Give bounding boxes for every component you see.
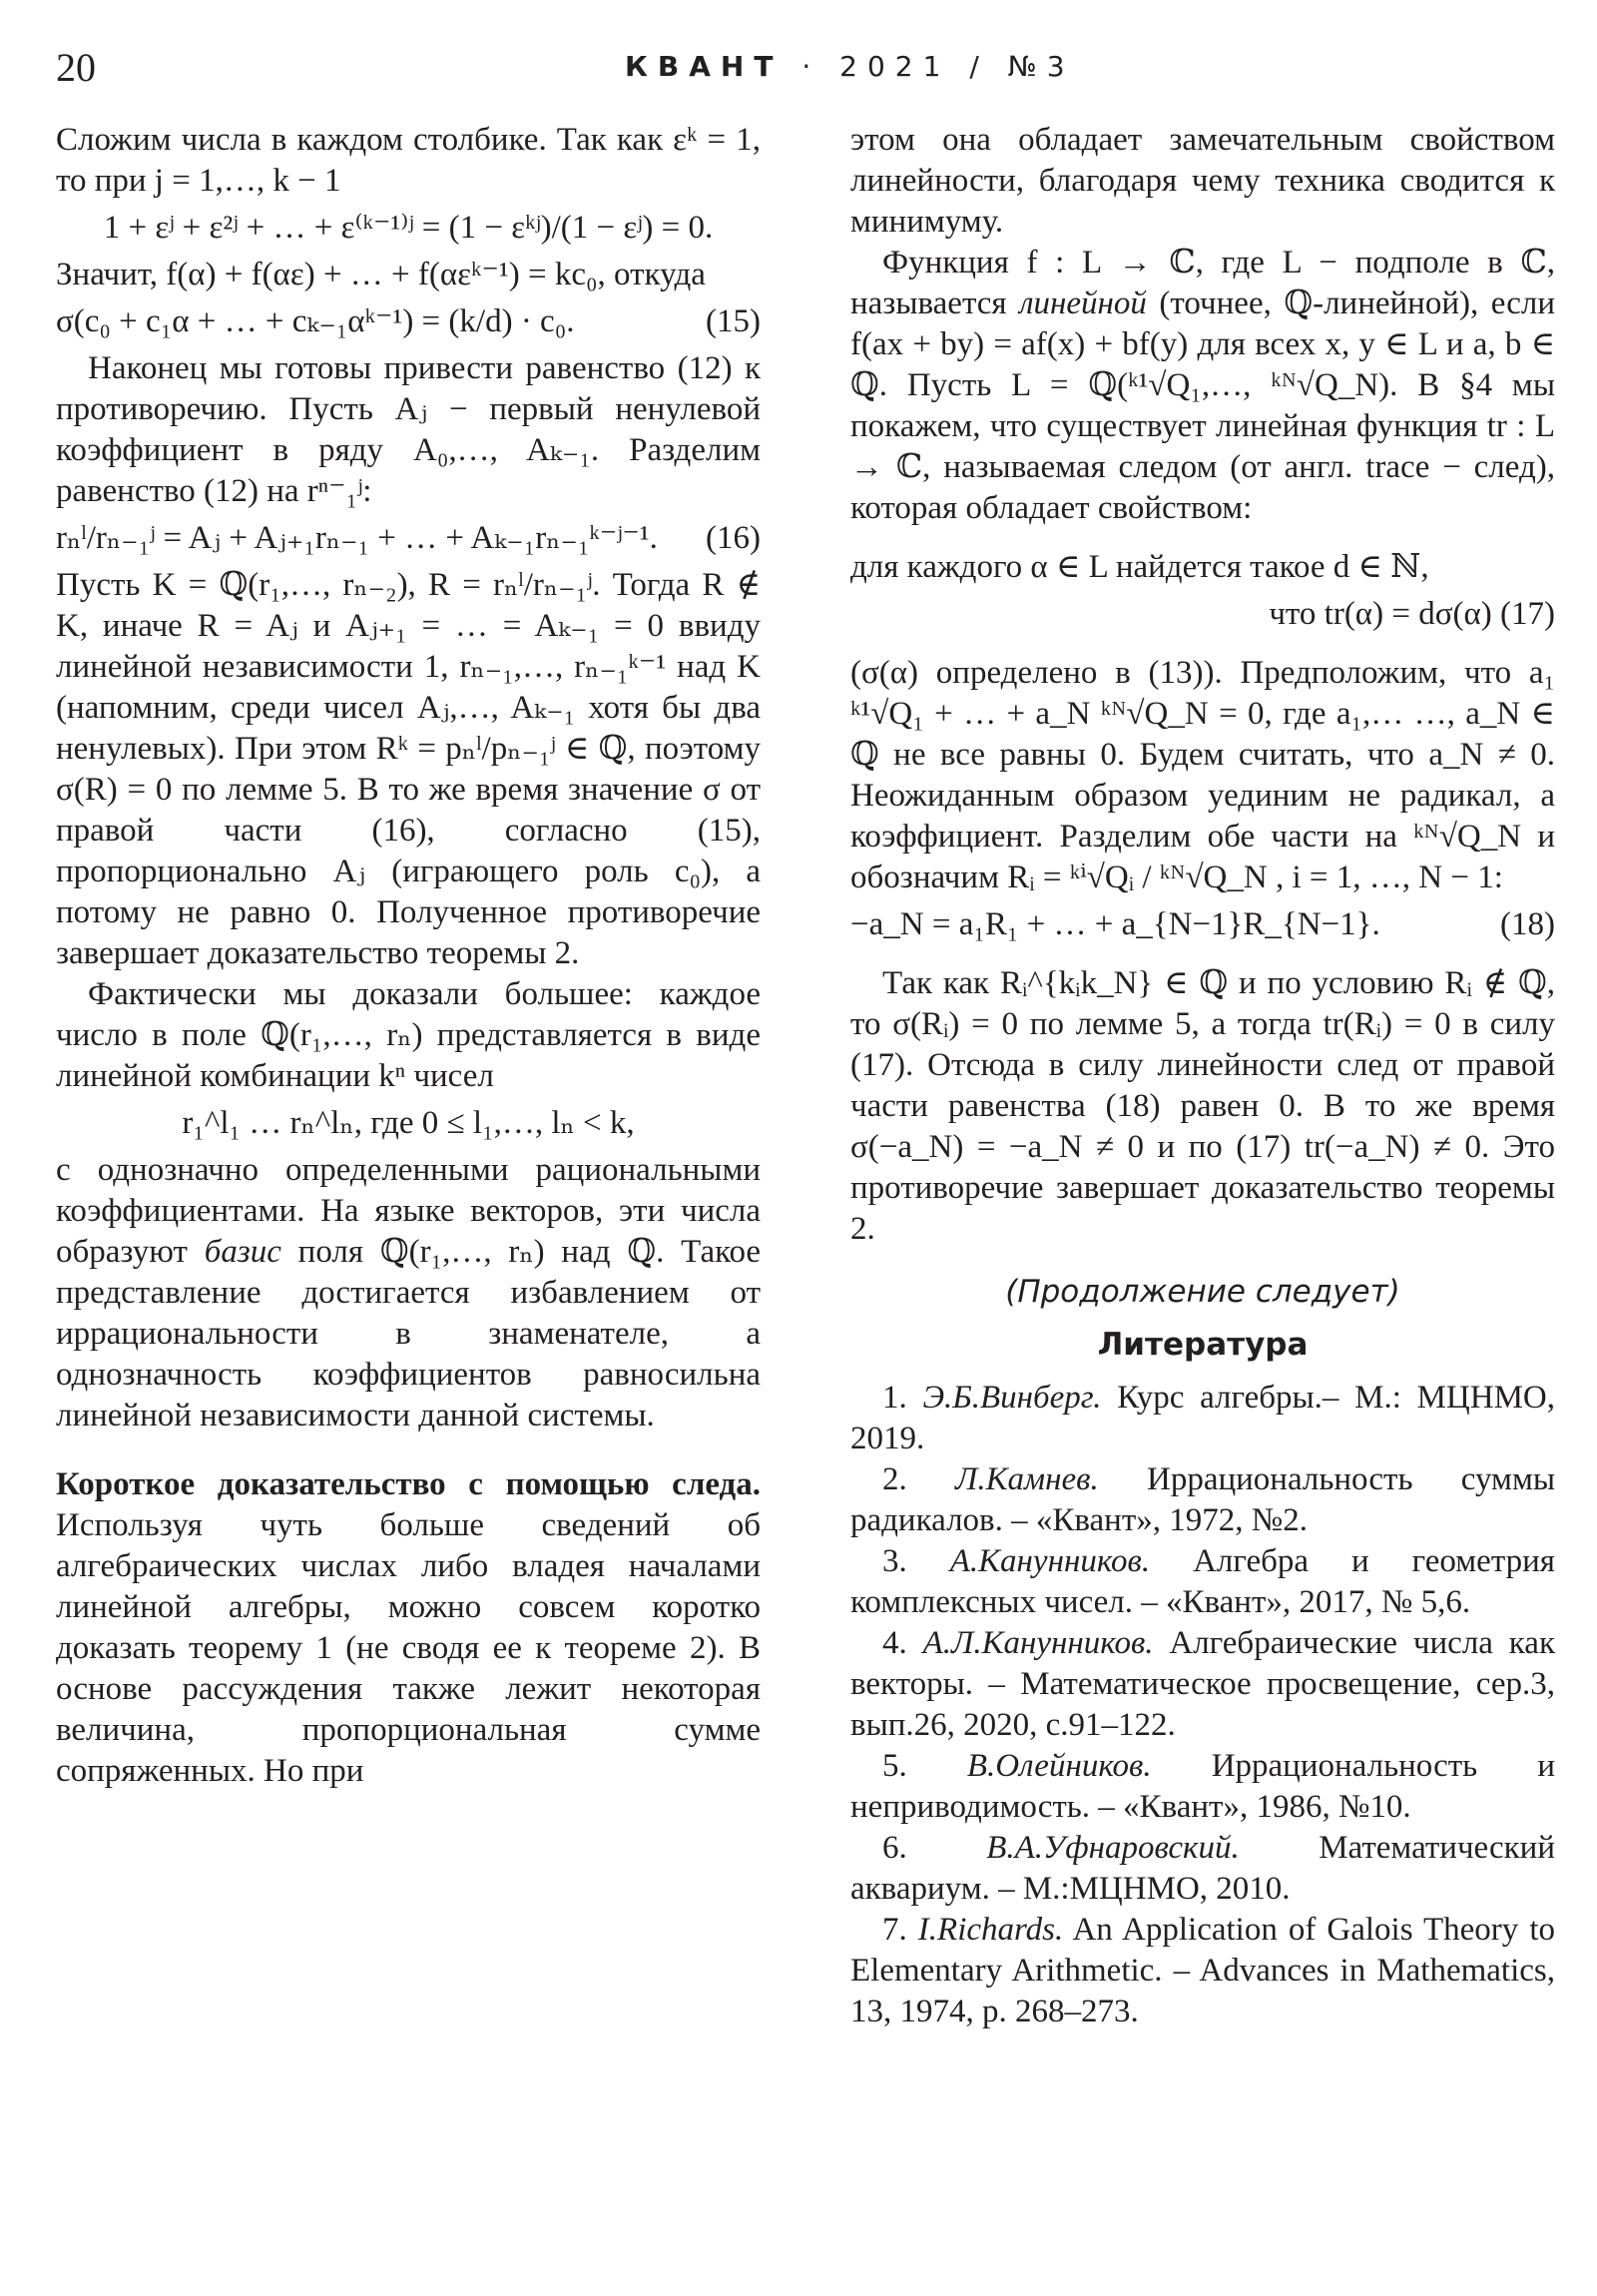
left-column bbox=[56, 120, 761, 1792]
equation-body: rₙˡ/rₙ₋₁ʲ = Aⱼ + Aⱼ₊₁rₙ₋₁ + … + Aₖ₋₁rₙ₋₁ᵏ⁻ʲ⁻¹. bbox=[56, 520, 658, 556]
reference-author: А.Л.Канунников. bbox=[922, 1625, 1154, 1661]
equation-body: −a_N = a₁R₁ + … + a_{N−1}R_{N−1}. bbox=[850, 906, 1380, 942]
reference-text: Алгебраические числа как векторы. – Математическое просвещение, сер.3, вып.26, 2020, с.91–122. bbox=[850, 1625, 1555, 1743]
paragraph bbox=[56, 1150, 761, 1436]
term-linear: линейной bbox=[1019, 286, 1147, 321]
equation-16 bbox=[56, 518, 761, 559]
reference-text: Математический аквариум. – М.:МЦНМО, 2010. bbox=[850, 1830, 1556, 1907]
paragraph: Наконец мы готовы привести равенство (12) к противоречию. Пусть Aⱼ − первый ненулевой коэффициент в ряду A₀,…, Aₖ₋₁. Разделим равенство (12) на rⁿ⁻₁ʲ: bbox=[56, 350, 761, 509]
reference-number: 2. bbox=[882, 1461, 907, 1497]
section-title: Короткое доказательство с помощью следа. bbox=[56, 1466, 761, 1502]
references-title: Литература bbox=[1097, 1327, 1309, 1363]
reference-item bbox=[850, 1378, 1555, 1459]
text-run: с однозначно определенными рациональными коэффициентами. На языке векторов, эти числа образуют bbox=[56, 1152, 761, 1270]
equation-body: что tr(α) = dσ(α) bbox=[1269, 596, 1492, 632]
reference-text: Иррациональность и неприводимость. – «Квант», 1986, №10. bbox=[850, 1748, 1555, 1825]
term-basis: базис bbox=[204, 1234, 281, 1270]
reference-item bbox=[850, 1623, 1555, 1746]
reference-item bbox=[850, 1541, 1555, 1623]
reference-number: 7. bbox=[882, 1912, 907, 1948]
equation-17-line-1: для каждого α ∈ L найдется такое d ∈ ℕ, bbox=[850, 549, 1429, 585]
paragraph: Сложим числа в каждом столбике. Так как εᵏ = 1, то при j = 1,…, k − 1 bbox=[56, 122, 761, 199]
reference-text: An Application of Galois Theory to Elementary Arithmetic. – Advances in Mathematics, 13, 1974, p. 268–273. bbox=[850, 1912, 1556, 2029]
paragraph bbox=[850, 243, 1555, 529]
equation-17 bbox=[850, 594, 1555, 635]
text-run: Функция f : L → ℂ, где L − подполе в ℂ, называется bbox=[850, 245, 1555, 321]
reference-number: 1. bbox=[882, 1380, 907, 1416]
reference-number: 4. bbox=[882, 1625, 907, 1661]
reference-item bbox=[850, 1910, 1555, 2032]
equation-15 bbox=[56, 301, 761, 342]
continued-note: (Продолжение следует) bbox=[1005, 1274, 1400, 1310]
reference-text: Иррациональность суммы радикалов. – «Квант», 1972, №2. bbox=[850, 1461, 1555, 1538]
reference-number: 6. bbox=[882, 1830, 907, 1866]
header-separator: · bbox=[801, 50, 821, 83]
page-header bbox=[56, 44, 1555, 104]
references-list bbox=[850, 1378, 1555, 2032]
paragraph: Фактически мы доказали большее: каждое число в поле ℚ(r₁,…, rₙ) представляется в виде линейной комбинации kⁿ чисел bbox=[56, 976, 761, 1094]
equation-basis: r₁^l₁ … rₙ^lₙ, где 0 ≤ l₁,…, lₙ < k, bbox=[182, 1105, 635, 1141]
reference-text: Алгебра и геометрия комплексных чисел. – «Квант», 2017, № 5,6. bbox=[850, 1543, 1555, 1620]
reference-author: В.А.Уфнаровский. bbox=[986, 1830, 1240, 1866]
reference-author: Л.Камнев. bbox=[955, 1461, 1099, 1497]
equation-geometric-sum: 1 + εʲ + ε²ʲ + … + ε⁽ᵏ⁻¹⁾ʲ = (1 − εᵏʲ)/(1 − εʲ) = 0. bbox=[103, 210, 714, 246]
text-run: поля ℚ(r₁,…, rₙ) над ℚ. Такое представление достигается избавлением от иррациональности в знаменателе, а однозначность коэффициентов равносильна линейной независимости данной системы. bbox=[56, 1234, 762, 1434]
reference-author: Э.Б.Винберг. bbox=[922, 1380, 1102, 1416]
equation-body: σ(c₀ + c₁α + … + cₖ₋₁αᵏ⁻¹) = (k/d) · c₀. bbox=[56, 303, 575, 339]
equation-18 bbox=[850, 904, 1555, 945]
reference-text: Курс алгебры.– М.: МЦНМО, 2019. bbox=[850, 1380, 1556, 1456]
paragraph bbox=[56, 1464, 761, 1792]
text-run: Используя чуть больше сведений об алгебраических числах либо владея началами линейной алгебры, можно совсем коротко доказать теорему 1 (не сводя ее к теореме 2). В основе рассуждения также лежит некоторая величина, пропорциональная сумме сопряженных. Но при bbox=[56, 1507, 761, 1789]
equation-number: (15) bbox=[706, 303, 761, 339]
issue-label: 2021 / №3 bbox=[839, 50, 1075, 83]
equation-number: (18) bbox=[1500, 906, 1555, 942]
equation-number: (16) bbox=[706, 520, 761, 556]
text-run: (точнее, ℚ-линейной), если f(ax + by) = af(x) + bf(y) для всех x, y ∈ L и a, b ∈ ℚ. Пусть L = ℚ(ᵏ¹√Q₁,…, ᵏᴺ√Q_N). В §4 мы покажем, что существует линейная функция tr : L → ℂ, называемая следом (от англ. trace − след), которая обладает свойством: bbox=[850, 286, 1556, 526]
paragraph: Так как Rᵢ^{kᵢk_N} ∈ ℚ и по условию Rᵢ ∉ ℚ, то σ(Rᵢ) = 0 по лемме 5, а тогда tr(Rᵢ) = 0 в силу (17). Отсюда в силу линейности след от правой части равенства (18) равен 0. В то же время σ(−a_N) = −a_N ≠ 0 и по (17) tr(−a_N) ≠ 0. Это противоречие завершает доказательство теоремы 2. bbox=[850, 965, 1555, 1247]
paragraph: (σ(α) определено в (13)). Предположим, что a₁ ᵏ¹√Q₁ + … + a_N ᵏᴺ√Q_N = 0, где a₁,… …, a_N ∈ ℚ не все равны 0. Будем считать, что a_N ≠ 0. Неожиданным образом уединим не радикал, а коэффициент. Разделим обе части на ᵏᴺ√Q_N и обозначим Rᵢ = ᵏⁱ√Qᵢ / ᵏᴺ√Q_N , i = 1, …, N − 1: bbox=[850, 655, 1555, 895]
journal-title bbox=[625, 50, 1075, 83]
paragraph: этом она обладает замечательным свойством линейности, благодаря чему техника сводится к минимуму. bbox=[850, 122, 1555, 240]
reference-author: I.Richards. bbox=[917, 1912, 1064, 1948]
reference-item bbox=[850, 1459, 1555, 1541]
reference-item bbox=[850, 1746, 1555, 1828]
reference-author: А.Канунников. bbox=[949, 1543, 1151, 1579]
reference-item bbox=[850, 1828, 1555, 1910]
paragraph: Пусть K = ℚ(r₁,…, rₙ₋₂), R = rₙˡ/rₙ₋₁ʲ. Тогда R ∉ K, иначе R = Aⱼ и Aⱼ₊₁ = … = Aₖ₋₁ = 0 ввиду линейной независимости 1, rₙ₋₁,…, rₙ₋₁ᵏ⁻¹ над K (напомним, среди чисел Aⱼ,…, Aₖ₋₁ хотя бы два ненулевых). При этом Rᵏ = pₙˡ/pₙ₋₁ʲ ∈ ℚ, поэтому σ(R) = 0 по лемме 5. В то же время значение σ от правой части (16), согласно (15), пропорционально Aⱼ (играющего роль c₀), а потому не равно 0. Полученное противоречие завершает доказательство теоремы 2. bbox=[56, 567, 761, 971]
paragraph: Значит, f(α) + f(αε) + … + f(αεᵏ⁻¹) = kc₀, откуда bbox=[56, 257, 706, 292]
reference-author: В.Олейников. bbox=[966, 1748, 1152, 1784]
journal-name: КВАНТ bbox=[625, 50, 784, 83]
equation-number: (17) bbox=[1500, 596, 1555, 632]
right-column bbox=[850, 120, 1555, 2032]
reference-number: 5. bbox=[882, 1748, 907, 1784]
reference-number: 3. bbox=[882, 1543, 907, 1579]
page-number: 20 bbox=[56, 45, 96, 90]
